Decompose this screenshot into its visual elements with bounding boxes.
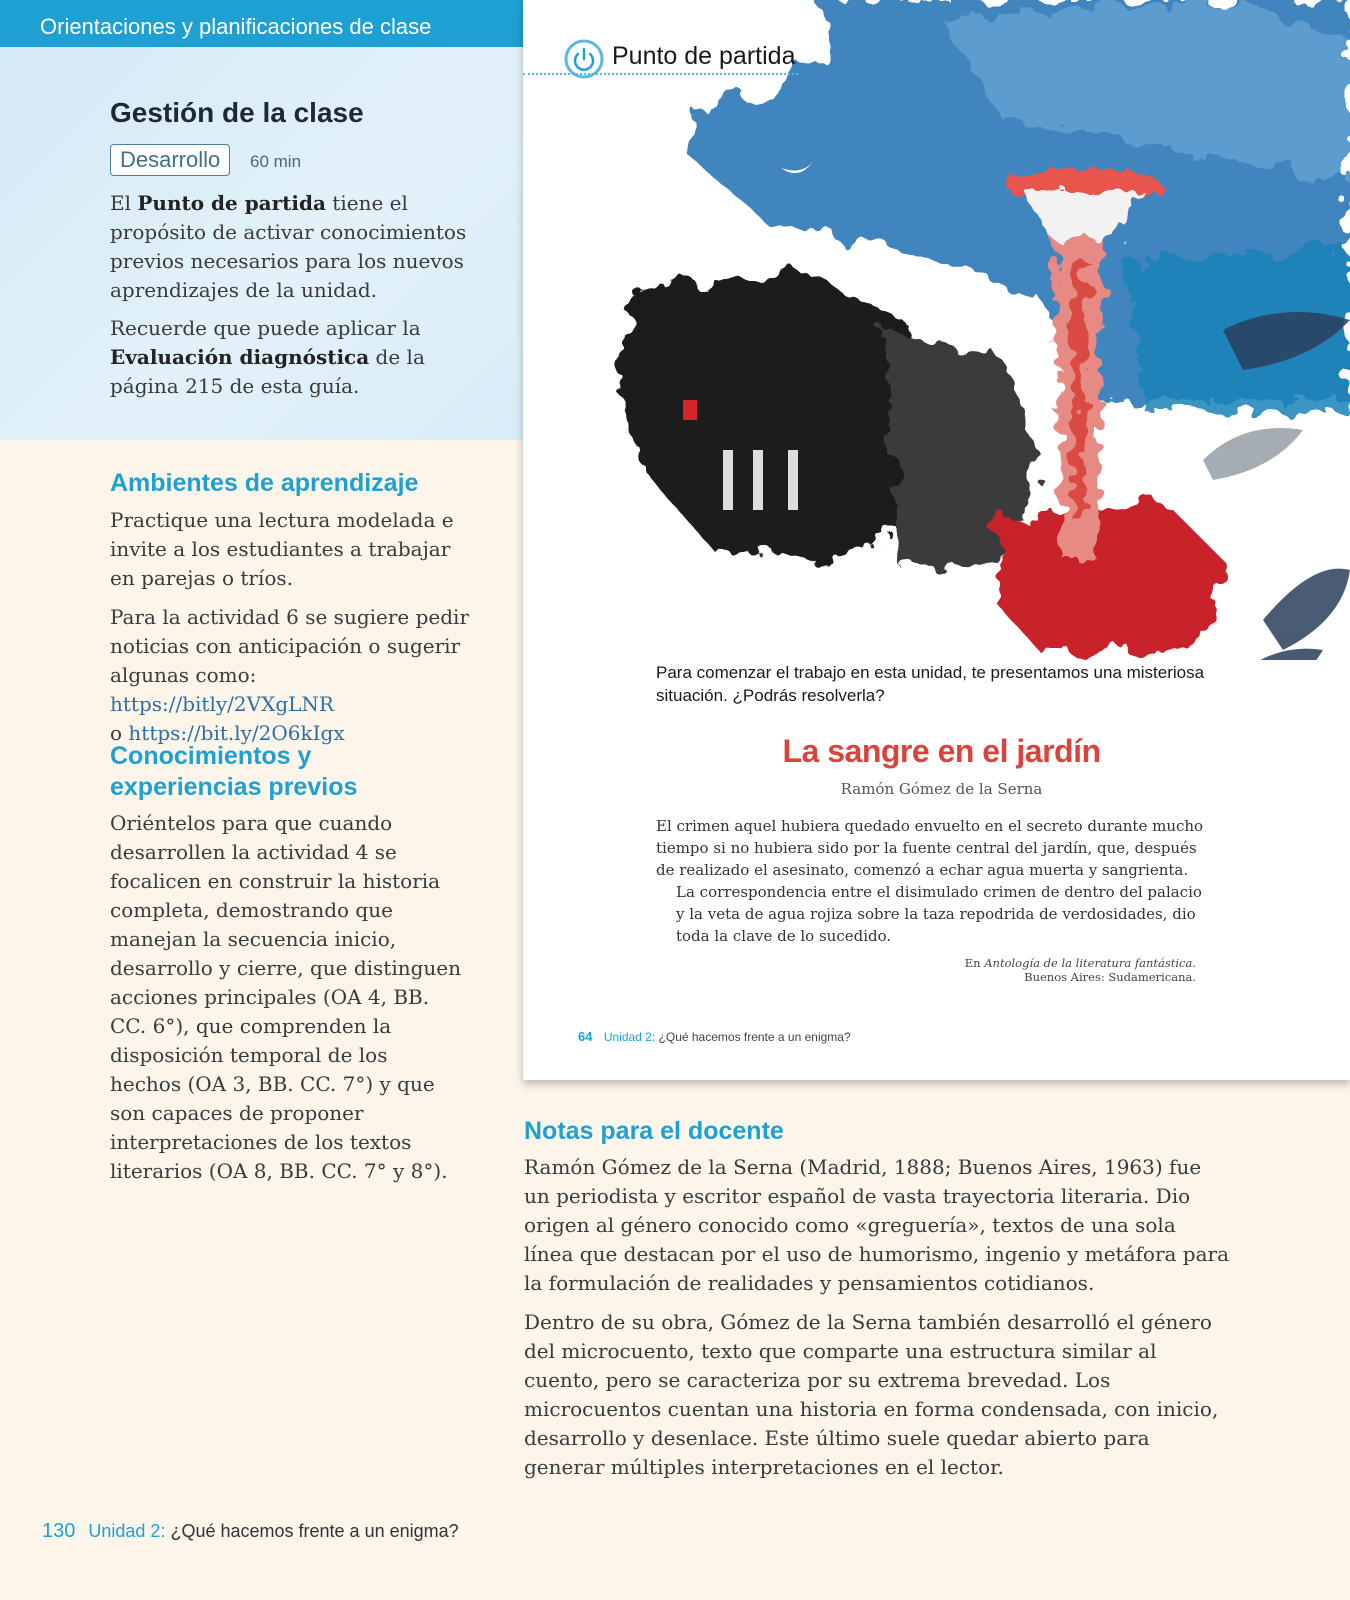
source-book: Antología de la literatura fantástica. (984, 956, 1196, 970)
student-page-footer (578, 1029, 851, 1044)
ambientes-p2-pre: Para la actividad 6 se sugiere pedir noticias con anticipación o sugerir algunas como: (110, 605, 470, 687)
gestion-p2-pre: Recuerde que puede aplicar la (110, 316, 421, 340)
gestion-p1-pre: El (110, 191, 138, 215)
notas-title: Notas para el docente (524, 1117, 784, 1145)
student-page-unit: Unidad 2: (603, 1030, 656, 1044)
header-band (0, 0, 523, 47)
story-text (656, 815, 1204, 947)
story-paragraph-2: La correspondencia entre el disimulado crimen de dentro del palacio y la veta de agua rojiza sobre la taza repodrida de verdosidades, dio toda la clave de lo sucedido. (676, 883, 1202, 945)
student-page-question: ¿Qué hacemos frente a un enigma? (658, 1030, 851, 1044)
notas-paragraph-1: Ramón Gómez de la Serna (Madrid, 1888; Buenos Aires, 1963) fue un periodista y escritor español de vasta trayectoria literaria. Dio origen al género conocido como «greguería», textos de una sola línea que destacan por el uso de humorismo, ingenio y metáfora para la formulación de realidades y pensamientos cotidianos. (524, 1155, 1229, 1295)
notas-paragraph-2: Dentro de su obra, Gómez de la Serna también desarrolló el género del microcuento, texto que comparte una estructura similar al cuento, pero se caracteriza por su extrema brevedad. Los microcuentos cuentan una historia en forma condensada, con inicio, desarrollo y desenlace. Este último suele quedar abierto para generar múltiples interpretaciones en el lector. (524, 1310, 1219, 1479)
gestion-p1-post: tiene el propósito de activar conocimientos previos necesarios para los nuevos aprendizajes de la unidad. (110, 191, 467, 302)
conocimientos-paragraph: Oriéntelos para que cuando desarrollen la actividad 4 se focalicen en construir la historia completa, demostrando que manejan la secuencia inicio, desarrollo y cierre, que distinguen acciones principales (OA 4, BB. CC. 6°), que comprenden la disposición temporal de los hechos (OA 3, BB. CC. 7°) y que son capaces de proponer interpretaciones de los textos literarios (OA 8, BB. CC. 7° y 8°). (110, 811, 461, 1183)
source-place: Buenos Aires: Sudamericana. (1024, 970, 1196, 984)
ambientes-title: Ambientes de aprendizaje (110, 469, 419, 497)
student-page-number: 64 (578, 1029, 593, 1044)
footer-question: ¿Qué hacemos frente a un enigma? (170, 1521, 459, 1541)
ambientes-p2-mid: o (110, 721, 129, 745)
header-title: Orientaciones y planificaciones de clase (40, 14, 432, 39)
page-number: 130 (42, 1520, 76, 1542)
story-title: La sangre en el jardín (782, 733, 1101, 769)
gestion-title: Gestión de la clase (110, 97, 364, 128)
page-footer (42, 1520, 459, 1543)
ambientes-paragraph-1: Practique una lectura modelada e invite a los estudiantes a trabajar en parejas o tríos. (110, 508, 454, 590)
punto-de-partida-label: Punto de partida (612, 42, 796, 70)
link-bitly-2[interactable]: https://bit.ly/2O6kIgx (128, 721, 345, 745)
student-page-thumbnail (523, 0, 1350, 1080)
footer-unit: Unidad 2: (88, 1521, 166, 1541)
conocimientos-title: Conocimientos y experiencias previos (110, 742, 358, 801)
source-prefix: En (964, 956, 985, 970)
gestion-p2-bold: Evaluación diagnóstica (110, 345, 370, 369)
gestion-paragraph-2 (110, 314, 440, 401)
story-paragraph-1: El crimen aquel hubiera quedado envuelto en el secreto durante mucho tiempo si no hubiera sido por la fuente central del jardín, que, después de realizado el asesinato, comenzó a echar agua muerta y sangrienta. (656, 817, 1204, 879)
section-rule (523, 73, 798, 75)
intro-text: Para comenzar el trabajo en esta unidad, te presentamos una misteriosa situación. ¿Podrás resolverla? (656, 663, 1205, 705)
desarrollo-badge: Desarrollo (110, 144, 230, 176)
story-illustration (523, 0, 1350, 660)
link-bitly-1[interactable]: https://bitly/2VXgLNR (110, 692, 334, 716)
story-author: Ramón Gómez de la Serna (840, 780, 1043, 798)
ambientes-paragraph-2 (110, 603, 470, 748)
gestion-p1-bold: Punto de partida (137, 191, 326, 215)
story-source (965, 956, 1196, 984)
duration-label: 60 min (250, 152, 302, 171)
gestion-paragraph-1 (110, 189, 470, 305)
gestion-p2-post: de la página 215 de esta guía. (110, 345, 425, 398)
